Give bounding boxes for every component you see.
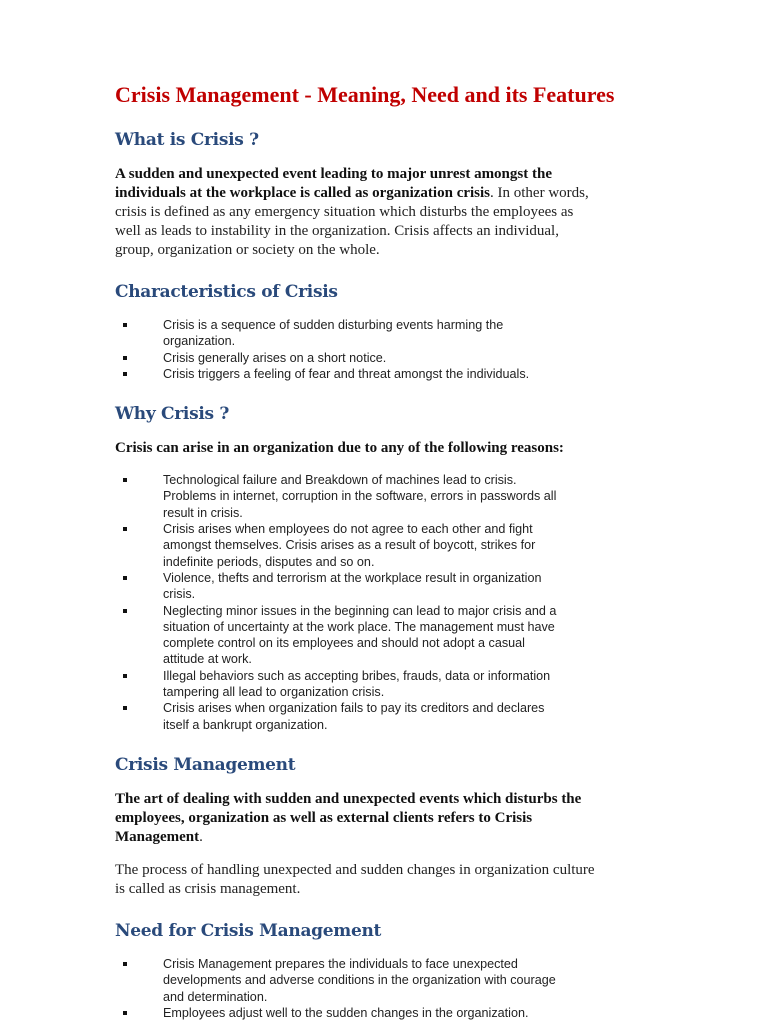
- what-paragraph: [115, 165, 595, 260]
- list-item-text: Crisis triggers a feeling of fear and threat amongst the individuals.: [163, 366, 530, 381]
- bullet-icon: [123, 372, 127, 376]
- why-list: [123, 472, 568, 733]
- what-definition-bold: A sudden and unexpected event leading to major unrest amongst the individuals at the workplace is called as organization crisis: [115, 166, 552, 201]
- bullet-icon: [123, 706, 127, 710]
- section-heading-characteristics: Characteristics of Crisis: [115, 282, 338, 302]
- list-item-text: Crisis arises when employees do not agree to each other and fight amongst themselves. Crisis arises as a result of boycott, strikes for indefinite periods, disputes and so on.: [163, 522, 536, 569]
- bullet-icon: [123, 674, 127, 678]
- list-item: [123, 317, 568, 350]
- list-item: [123, 472, 568, 521]
- list-item-text: Neglecting minor issues in the beginning can lead to major crisis and a situation of uncertainty at the work place. The management must have complete control on its employees and should not adopt a casual attitude at work.: [163, 603, 557, 667]
- bullet-icon: [123, 527, 127, 531]
- management-definition-end: .: [199, 828, 203, 845]
- bullet-icon: [123, 478, 127, 482]
- document-body: [115, 82, 615, 1021]
- bullet-icon: [123, 609, 127, 613]
- list-item: [123, 700, 568, 733]
- why-intro-text: Crisis can arise in an organization due to any of the following reasons:: [115, 440, 564, 457]
- management-definition: [115, 790, 595, 847]
- list-item: [123, 350, 568, 366]
- management-definition-bold: The art of dealing with sudden and unexpected events which disturbs the employees, organization as well as external clients refers to Crisis Management: [115, 790, 582, 845]
- why-intro: [115, 439, 595, 458]
- list-item: [123, 956, 568, 1005]
- list-item: [123, 1005, 568, 1021]
- list-item-text: Employees adjust well to the sudden changes in the organization.: [163, 1005, 529, 1020]
- bullet-icon: [123, 962, 127, 966]
- bullet-icon: [123, 576, 127, 580]
- document-title: Crisis Management - Meaning, Need and its Features: [115, 82, 615, 107]
- list-item: [123, 521, 568, 570]
- list-item-text: Crisis Management prepares the individuals to face unexpected developments and adverse conditions in the organization with courage and determination.: [163, 956, 556, 1004]
- list-item: [123, 570, 568, 603]
- list-item-text: Crisis is a sequence of sudden disturbing events harming the organization.: [163, 318, 504, 349]
- list-item-text: Crisis generally arises on a short notice.: [163, 350, 387, 365]
- list-item: [123, 668, 568, 701]
- section-heading-what: What is Crisis ?: [115, 130, 259, 150]
- need-list: [123, 956, 568, 1021]
- what-definition-rest: . In other words, crisis is defined as any emergency situation which disturbs the employees as well as leads to instability in the organization. Crisis affects an individual, group, organization or society on the whole.: [115, 185, 589, 258]
- list-item-text: Violence, thefts and terrorism at the workplace result in organization crisis.: [163, 570, 542, 602]
- section-heading-management: Crisis Management: [115, 754, 296, 775]
- bullet-icon: [123, 356, 127, 360]
- list-item-text: Technological failure and Breakdown of machines lead to crisis. Problems in internet, corruption in the software, errors in passwords all result in crisis.: [163, 473, 557, 520]
- bullet-icon: [123, 323, 127, 327]
- section-heading-why: Why Crisis ?: [115, 404, 230, 425]
- characteristics-list: [123, 317, 568, 382]
- list-item-text: Illegal behaviors such as accepting bribes, frauds, data or information tampering all lead to organization crisis.: [163, 668, 551, 700]
- section-heading-need: Need for Crisis Management: [115, 920, 382, 941]
- management-paragraph-2: The process of handling unexpected and sudden changes in organization culture is called as crisis management.: [115, 861, 595, 897]
- list-item: [123, 366, 568, 382]
- list-item-text: Crisis arises when organization fails to pay its creditors and declares itself a bankrupt organization.: [163, 701, 545, 732]
- bullet-icon: [123, 1011, 127, 1015]
- list-item: [123, 603, 568, 668]
